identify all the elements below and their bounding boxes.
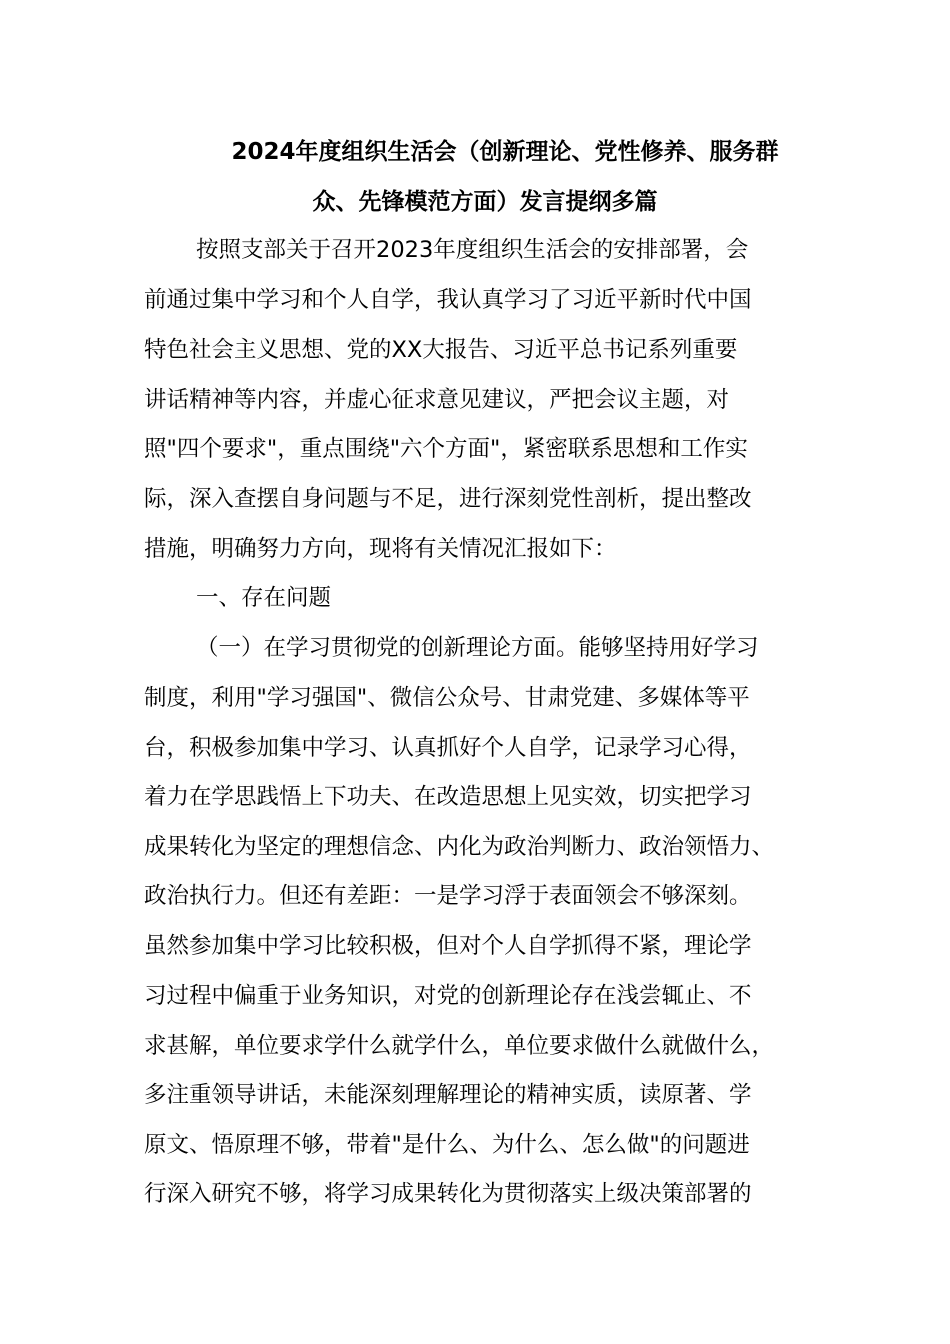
- paragraph-line: 措施，明确努力方向，现将有关情况汇报如下：: [144, 536, 617, 562]
- paragraph-line: 求甚解，单位要求学什么就学什么，单位要求做什么就做什么，: [144, 1033, 775, 1059]
- paragraph-line: 成果转化为坚定的理想信念、内化为政治判断力、政治领悟力、: [144, 834, 775, 860]
- paragraph-line: 原文、悟原理不够，带着"是什么、为什么、怎么做"的问题进: [144, 1132, 750, 1158]
- paragraph-line: 虽然参加集中学习比较积极，但对个人自学抓得不紧，理论学: [144, 933, 752, 959]
- paragraph-line: 制度，利用"学习强国"、微信公众号、甘肃党建、多媒体等平: [144, 685, 750, 711]
- paragraph-line: 台，积极参加集中学习、认真抓好个人自学，记录学习心得，: [144, 735, 752, 761]
- document-title-line-1: 2024年度组织生活会（创新理论、党性修养、服务群: [231, 139, 779, 165]
- paragraph-line: 行深入研究不够，将学习成果转化为贯彻落实上级决策部署的: [144, 1181, 752, 1207]
- document-title-line-2: 众、先锋模范方面）发言提纲多篇: [312, 189, 658, 215]
- paragraph-line: 着力在学思践悟上下功夫、在改造思想上见实效，切实把学习: [144, 784, 752, 810]
- paragraph-line: 前通过集中学习和个人自学，我认真学习了习近平新时代中国: [144, 287, 752, 313]
- paragraph-line: 政治执行力。但还有差距：一是学习浮于表面领会不够深刻。: [144, 883, 752, 909]
- paragraph-line: 特色社会主义思想、党的XX大报告、习近平总书记系列重要: [144, 337, 738, 363]
- paragraph-line: 际，深入查摆自身问题与不足，进行深刻党性剖析，提出整改: [144, 486, 752, 512]
- paragraph-line: 习过程中偏重于业务知识，对党的创新理论存在浅尝辄止、不: [144, 983, 752, 1009]
- paragraph-line: （一）在学习贯彻党的创新理论方面。能够坚持用好学习: [196, 635, 759, 661]
- paragraph-line: 多注重领导讲话，未能深刻理解理论的精神实质，读原著、学: [144, 1082, 752, 1108]
- paragraph-line: 讲话精神等内容，并虚心征求意见建议，严把会议主题，对: [144, 387, 730, 413]
- paragraph-line: 照"四个要求"，重点围绕"六个方面"，紧密联系思想和工作实: [144, 436, 748, 462]
- section-heading: 一、存在问题: [196, 585, 332, 611]
- paragraph-line: 按照支部关于召开2023年度组织生活会的安排部署，会: [196, 237, 749, 263]
